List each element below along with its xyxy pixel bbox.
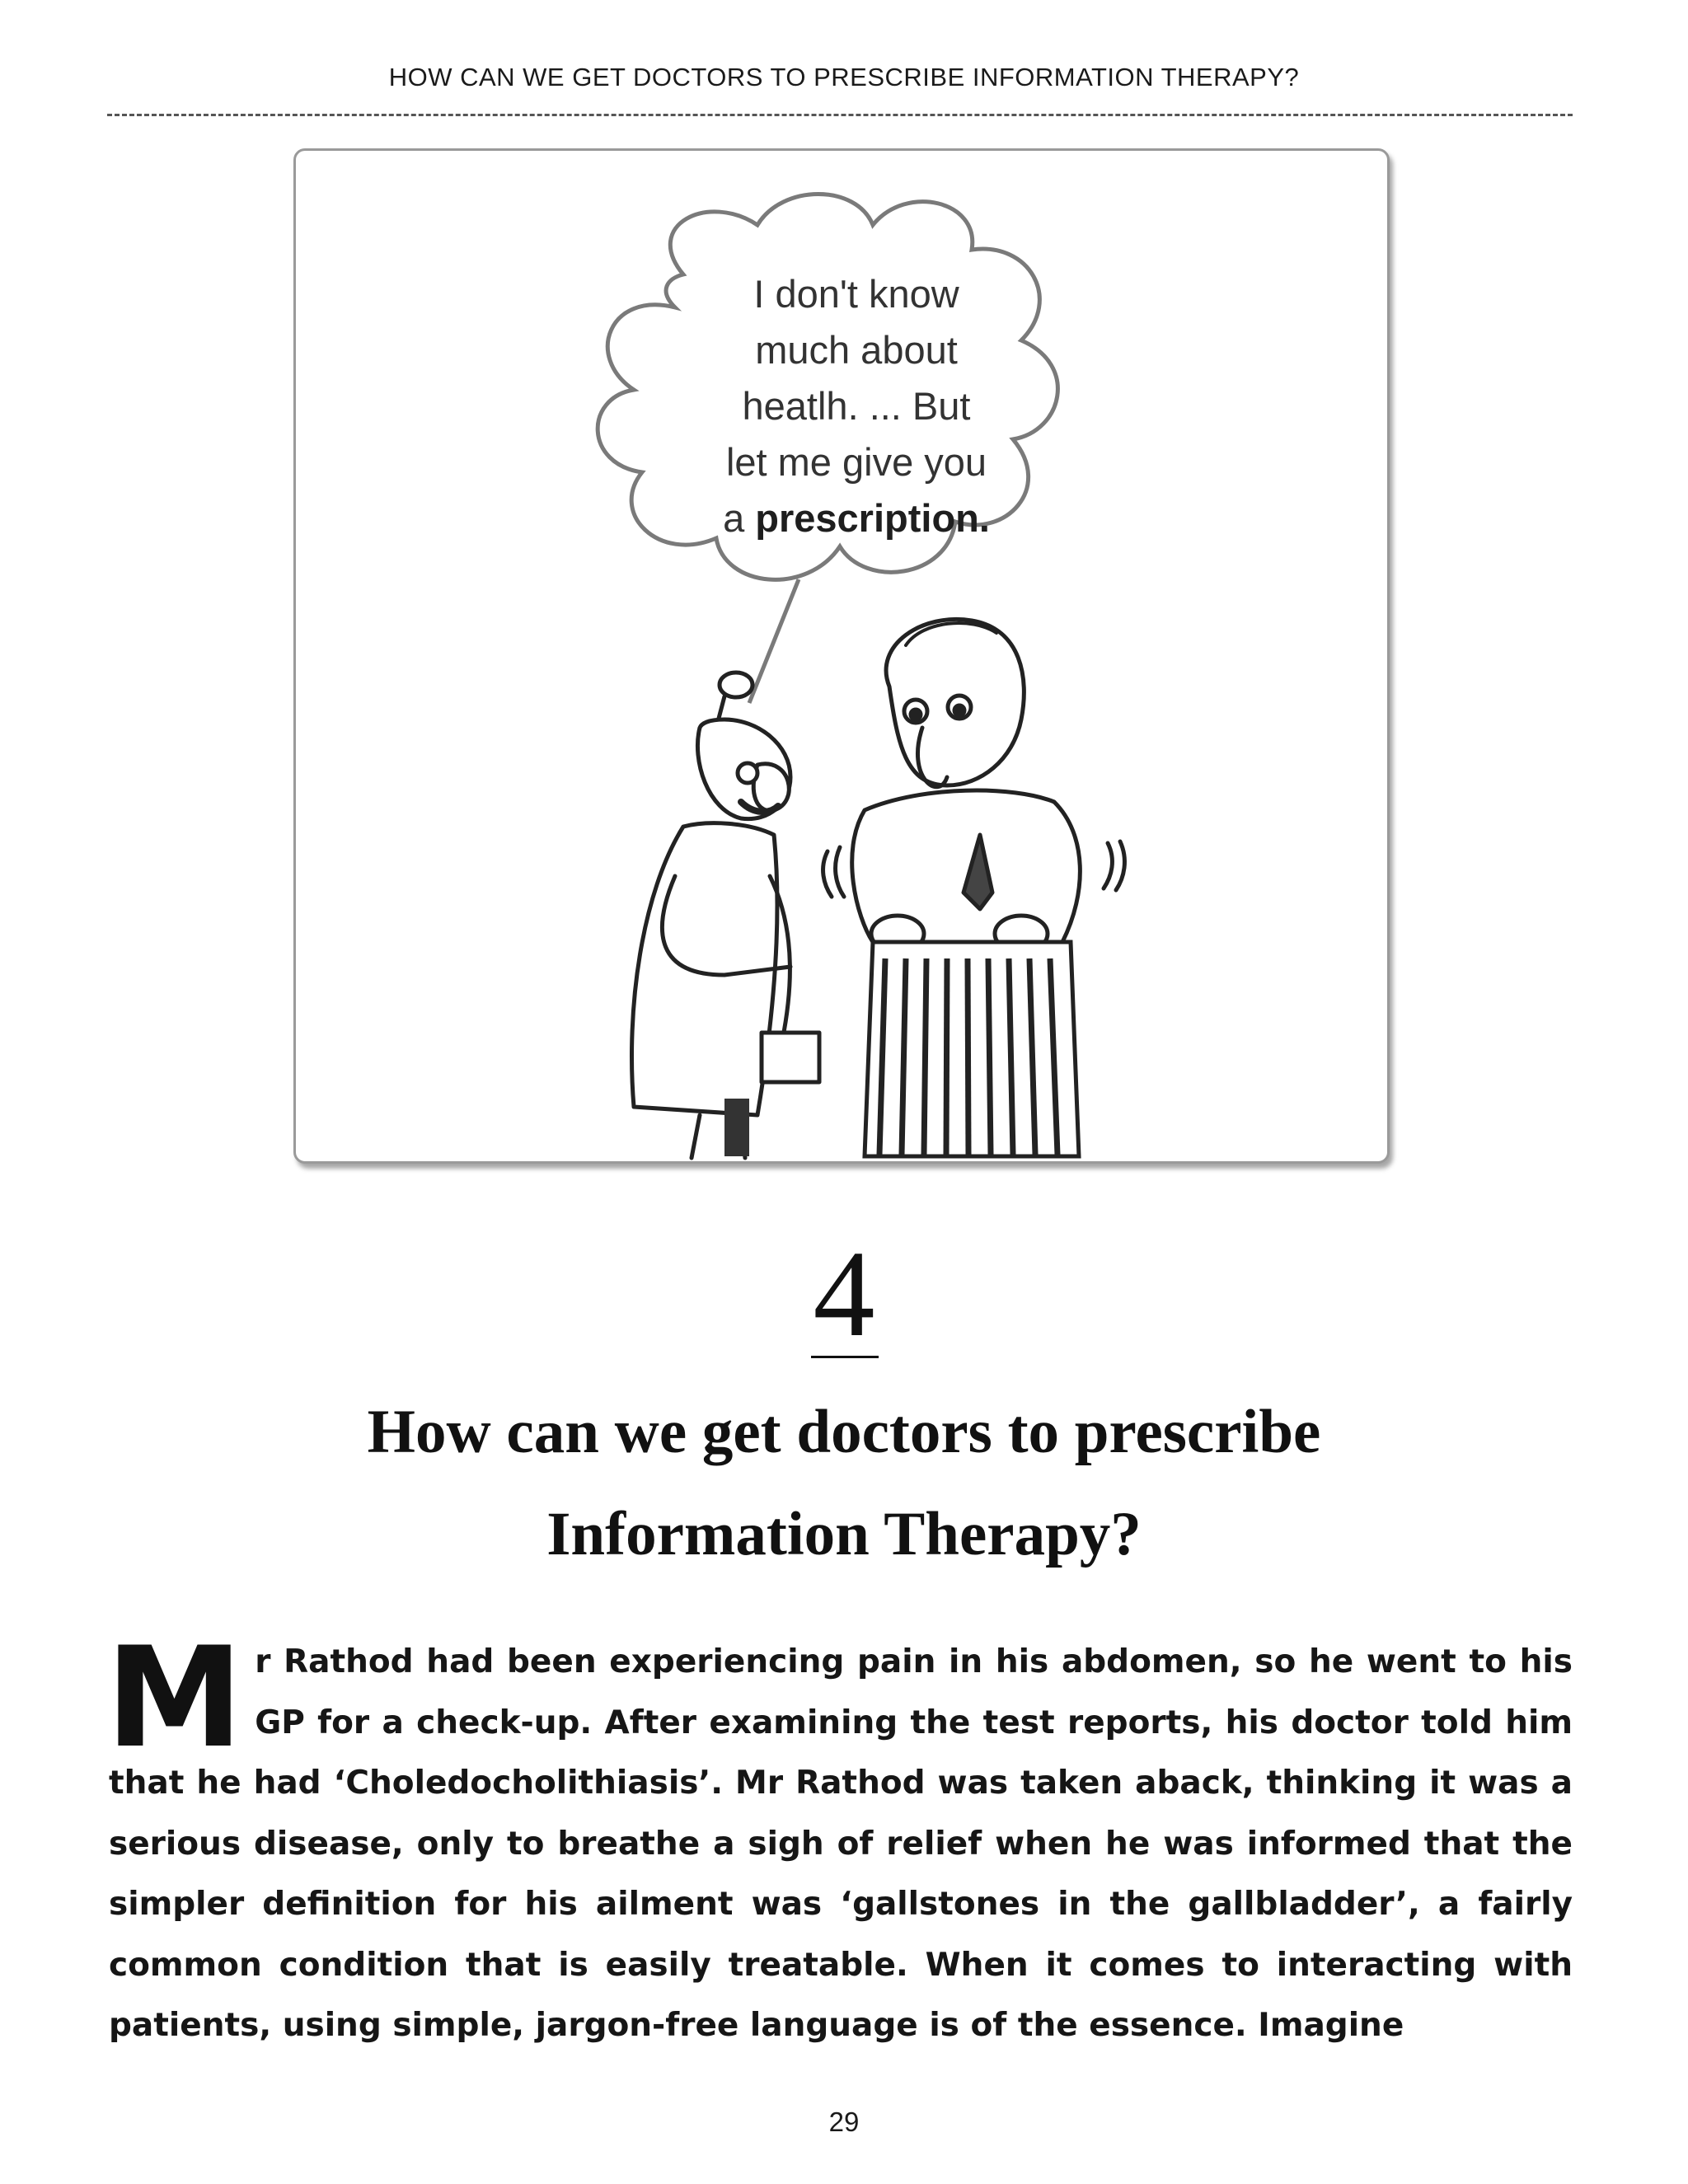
chapter-title bbox=[165, 1381, 1523, 1586]
chapter-number: 4 bbox=[813, 1226, 875, 1362]
chapter-title-line-2: Information Therapy? bbox=[546, 1500, 1142, 1568]
body-paragraph-text: r Rathod had been experiencing pain in his abdomen, so he went to his GP for a check-up. After examining the test reports, his doctor told him that he had ‘Choledocholithiasis’. Mr Rathod was taken aback, thinking it was a serious disease, only to breathe a sigh of relief when he was informed that the simpler definition for his ailment was ‘gallstones in the gallbladder’, a fairly common condition that is easily treatable. When it comes to interacting with patients, using simple, jargon-free language is of the essence. Imagine bbox=[109, 1643, 1573, 2044]
bubble-last-line-prefix: a bbox=[723, 496, 745, 540]
running-head: HOW CAN WE GET DOCTORS TO PRESCRIBE INFORMATION THERAPY? bbox=[388, 63, 1300, 91]
body-paragraph bbox=[106, 1617, 1573, 2056]
striped-trousers bbox=[865, 942, 1079, 1156]
bubble-last-line bbox=[683, 490, 1029, 546]
bubble-line: much about bbox=[755, 328, 958, 372]
header-divider bbox=[107, 114, 1573, 116]
chapter-number-underline bbox=[811, 1356, 879, 1358]
page-number: 29 bbox=[828, 2107, 860, 2137]
patient-figure bbox=[823, 619, 1125, 952]
speech-bubble-text bbox=[683, 266, 1029, 546]
bubble-prescription-word: prescription. bbox=[755, 496, 990, 540]
drop-cap: M bbox=[106, 1617, 244, 1779]
chapter-title-line-1: How can we get doctors to prescribe bbox=[367, 1398, 1321, 1466]
doctor-figure bbox=[632, 673, 820, 1158]
bubble-line: I don't know bbox=[753, 272, 959, 316]
bubble-line: heatlh. ... But bbox=[742, 384, 971, 428]
bubble-line: let me give you bbox=[725, 440, 987, 484]
cartoon-figure bbox=[293, 148, 1390, 1164]
